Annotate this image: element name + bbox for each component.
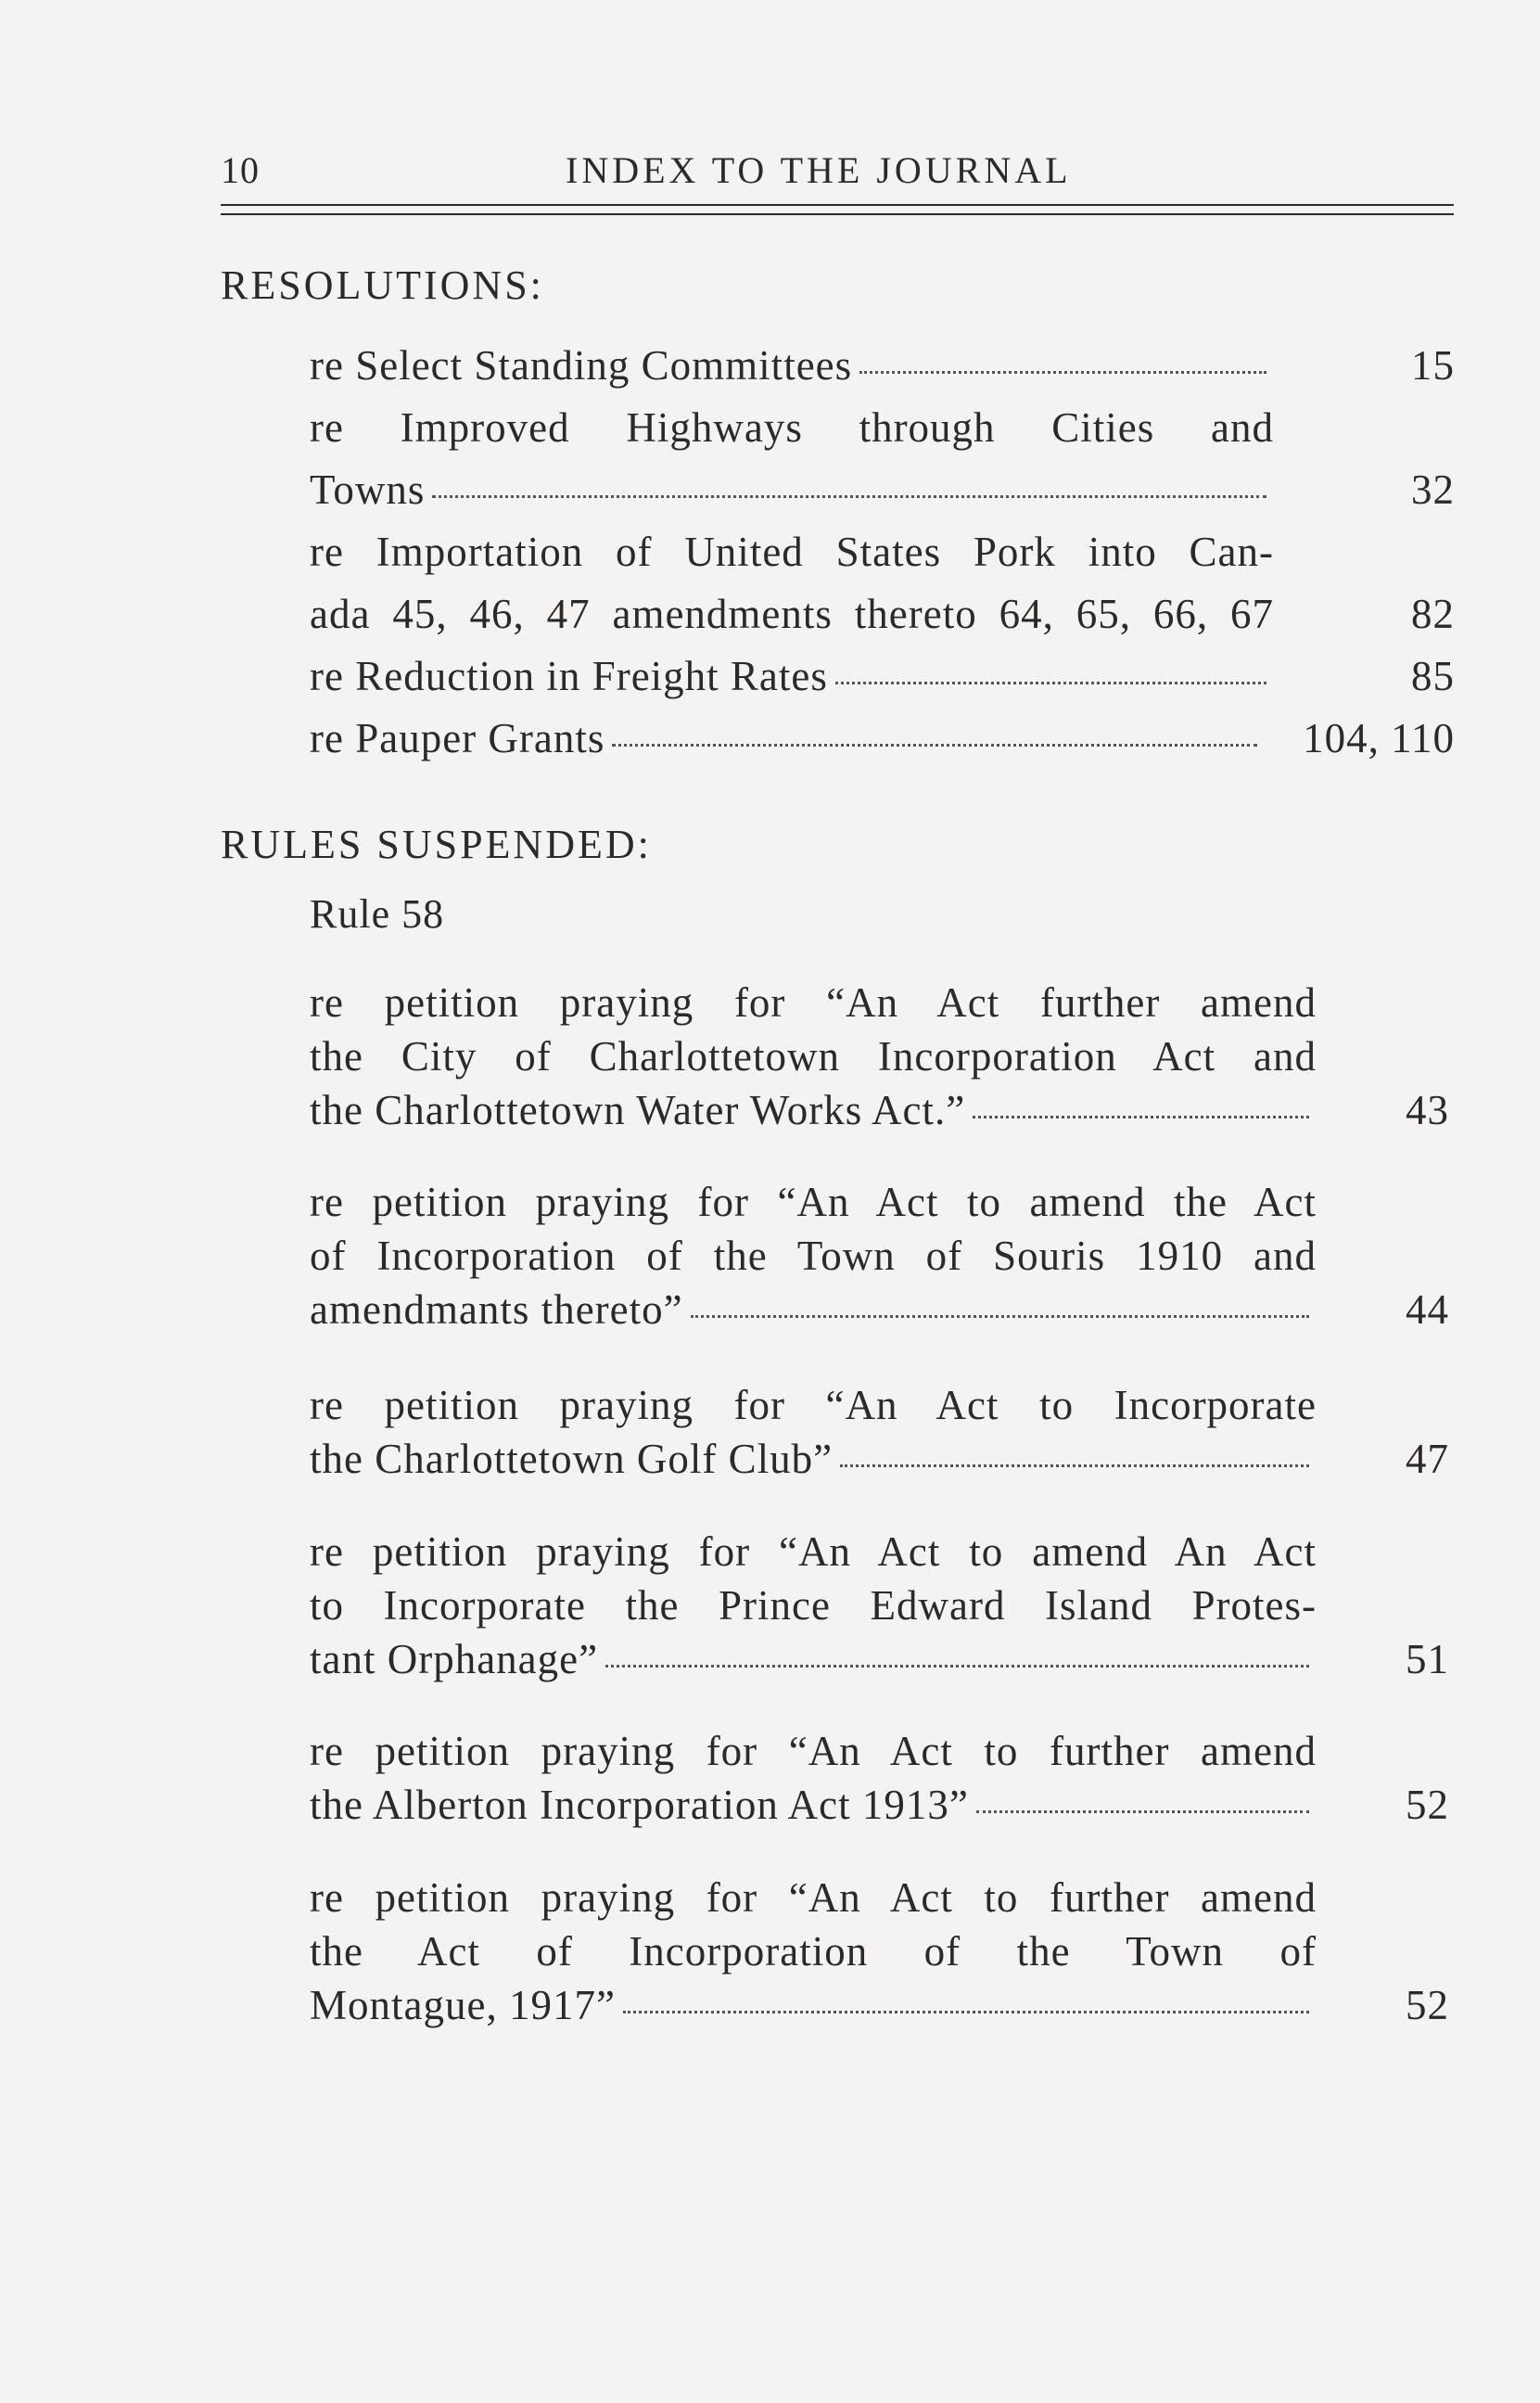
leader-dots — [973, 1116, 1309, 1118]
entry-page-ref: 51 — [1406, 1636, 1449, 1682]
leader-dots — [612, 744, 1257, 747]
section-heading-resolutions: RESOLUTIONS: — [221, 262, 544, 308]
index-entry-line: re petition praying for “An Act to Incorporate — [310, 1382, 1317, 1428]
index-entry-line: re Importation of United States Pork into Can- — [310, 529, 1274, 575]
entry-page-ref: 85 — [1411, 653, 1455, 699]
index-entry: the Charlottetown Water Works Act.” — [310, 1084, 1317, 1136]
index-entry-line: re petition praying for “An Act to amend An Act — [310, 1528, 1317, 1575]
index-entry-line: re petition praying for “An Act to amend the Act — [310, 1179, 1317, 1225]
header-rule-bottom — [221, 213, 1454, 215]
index-entry: Montague, 1917” — [310, 1979, 1317, 2031]
rule-label: Rule 58 — [310, 891, 445, 937]
index-entry-line: re petition praying for “An Act further amend — [310, 979, 1317, 1026]
leader-dots — [840, 1464, 1309, 1467]
leader-dots — [976, 1810, 1309, 1813]
entry-page-ref: 52 — [1406, 1782, 1449, 1828]
header-rule-top — [221, 204, 1454, 206]
entry-page-ref: 43 — [1406, 1087, 1449, 1133]
entry-page-ref: 44 — [1406, 1286, 1449, 1333]
index-entry-line: to Incorporate the Prince Edward Island Protes- — [310, 1582, 1317, 1629]
page-number: 10 — [221, 149, 260, 191]
entry-page-ref: 82 — [1411, 591, 1455, 637]
index-entry: amendmants thereto” — [310, 1284, 1317, 1336]
index-entry-line: re Improved Highways through Cities and — [310, 404, 1274, 451]
index-entry-line: re petition praying for “An Act to further amend — [310, 1874, 1317, 1921]
index-entry-line: re petition praying for “An Act to further amend — [310, 1728, 1317, 1774]
entry-page-ref: 32 — [1411, 467, 1455, 513]
index-entry-line: of Incorporation of the Town of Souris 1910 and — [310, 1233, 1317, 1279]
index-entry-line: the City of Charlottetown Incorporation Act and — [310, 1033, 1317, 1080]
index-entry: re Select Standing Committees — [310, 339, 1274, 391]
index-entry: re Pauper Grants — [310, 712, 1265, 764]
index-entry: the Charlottetown Golf Club” — [310, 1433, 1317, 1485]
running-title: INDEX TO THE JOURNAL — [566, 149, 1072, 191]
index-entry: tant Orphanage” — [310, 1633, 1317, 1685]
index-entry: re Reduction in Freight Rates — [310, 650, 1274, 702]
index-entry-line: ada 45, 46, 47 amendments thereto 64, 65, 66, 67 — [310, 591, 1274, 637]
leader-dots — [623, 2011, 1309, 2013]
section-heading-rules-suspended: RULES SUSPENDED: — [221, 822, 652, 867]
entry-page-ref: 104, 110 — [1303, 715, 1455, 761]
index-entry-line: the Act of Incorporation of the Town of — [310, 1928, 1317, 1975]
entry-page-ref: 15 — [1411, 342, 1455, 389]
leader-dots — [691, 1315, 1309, 1318]
index-entry: the Alberton Incorporation Act 1913” — [310, 1779, 1317, 1831]
leader-dots — [432, 495, 1266, 498]
leader-dots — [605, 1665, 1309, 1668]
entry-page-ref: 47 — [1406, 1436, 1449, 1482]
entry-page-ref: 52 — [1406, 1982, 1449, 2028]
index-entry: Towns — [310, 464, 1274, 516]
